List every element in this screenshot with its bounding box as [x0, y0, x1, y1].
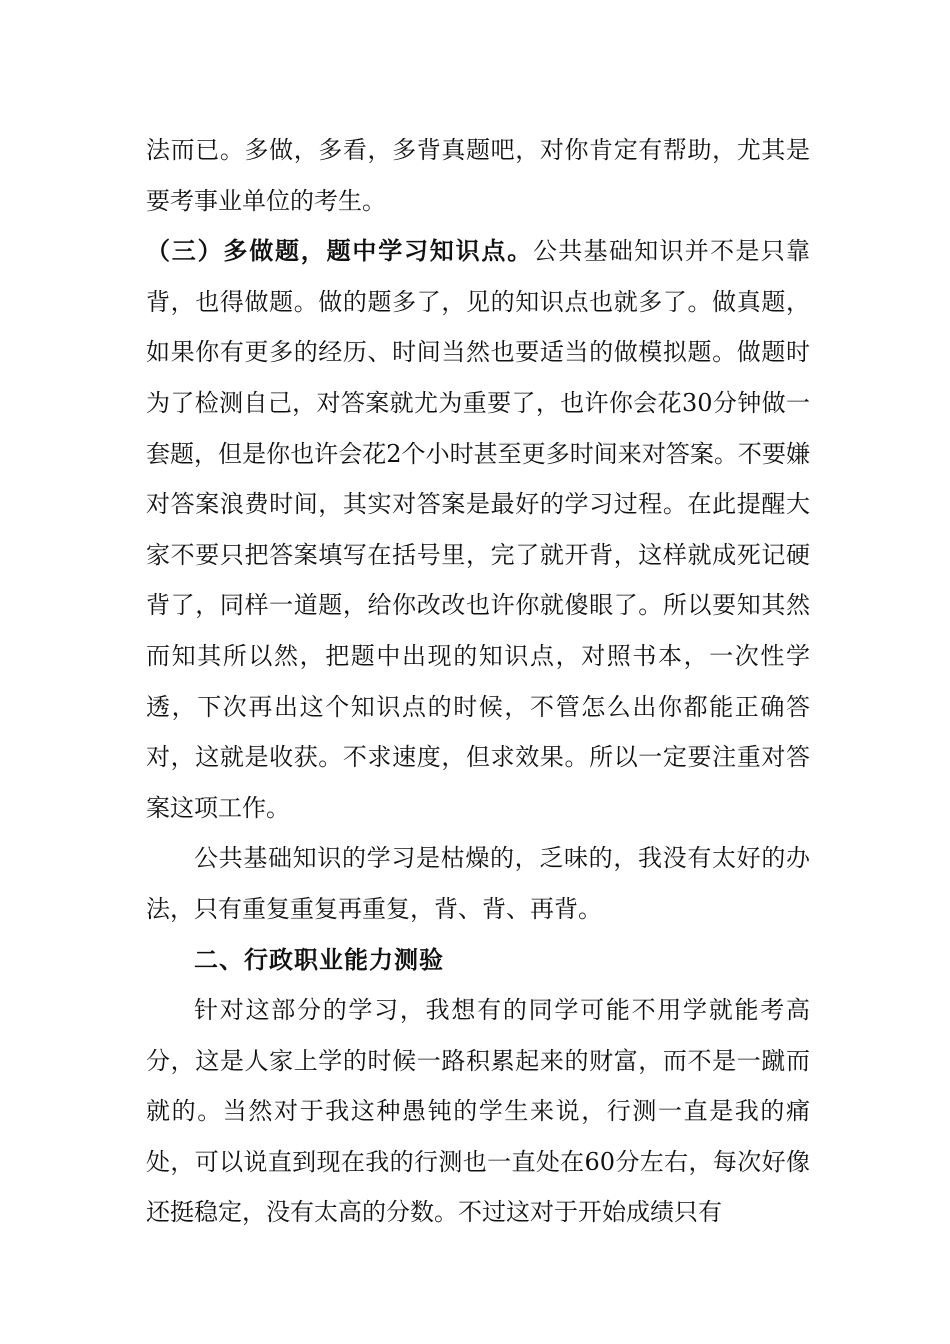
paragraph-aptitude-intro: 针对这部分的学习，我想有的同学可能不用学就能考高分，这是人家上学的时候一路积累起来的财富，而不是一蹴而就的。当然对于我这种愚钝的学生来说，行测一直是我的痛处，可以说直到现在我的行测也一直处在60分左右，每次好像还挺稳定，没有太高的分数。不过这对于开始成绩只有 — [146, 996, 810, 1227]
paragraph-practice-body: 公共基础知识并不是只靠背，也得做题。做的题多了，见的知识点也就多了。做真题，如果你有更多的经历、时间当然也要适当的做模拟题。做题时为了检测自己，对答案就尤为重要了，也许你会花30分钟做一套题，但是你也许会花2个小时甚至更多时间来对答案。不要嫌对答案浪费时间，其实对答案是最好的学习过程。在此提醒大家不要只把答案填写在括号里，完了就开背，这样就成死记硬背了，同样一道题，给你改改也许你就傻眼了。所以要知其然而知其所以然，把题中出现的知识点，对照书本，一次性学透，下次再出这个知识点的时候，不管怎么出你都能正确答对，这就是收获。不求速度，但求效果。所以一定要注重对答案这项工作。 — [146, 237, 810, 822]
paragraph-repetition: 公共基础知识的学习是枯燥的，乏味的，我没有太好的办法，只有重复重复再重复，背、背、再背。 — [146, 844, 810, 923]
section-heading-aptitude-test: 二、行政职业能力测验 — [194, 945, 444, 974]
section-lead-bold: （三）多做题，题中学习知识点。 — [146, 237, 533, 266]
paragraph-continuation: 法而已。多做，多看，多背真题吧，对你肯定有帮助，尤其是要考事业单位的考生。 — [146, 136, 810, 215]
paragraph-practice-questions — [146, 226, 810, 833]
document-body — [146, 125, 810, 1238]
